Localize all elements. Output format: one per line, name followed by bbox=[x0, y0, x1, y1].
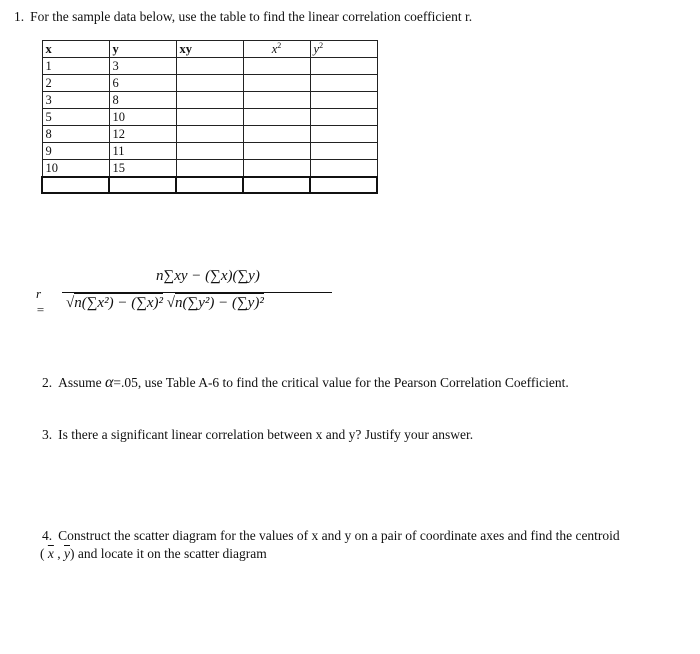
question-3 bbox=[42, 426, 473, 444]
question-1 bbox=[14, 8, 472, 26]
table-totals-row bbox=[42, 177, 377, 193]
table-row: 2 6 bbox=[42, 75, 377, 92]
centroid-open-paren: ( bbox=[40, 546, 45, 561]
table-row: 10 15 bbox=[42, 160, 377, 178]
question-4-number: 4. bbox=[42, 528, 53, 543]
question-1-text: For the sample data below, use the table to find the linear correlation coefficient r. bbox=[30, 9, 473, 24]
centroid-x-bar: $\overline{x}$ bbox=[47, 546, 54, 561]
question-3-text: Is there a significant linear correlation between x and y? Justify your answer. bbox=[58, 427, 474, 442]
header-x: x bbox=[42, 41, 109, 58]
table-row: 9 11 bbox=[42, 143, 377, 160]
formula-denominator: √n(∑x²) − (∑x)² √n(∑y²) − (∑y)² bbox=[66, 295, 264, 311]
data-table bbox=[41, 40, 378, 194]
question-3-number: 3. bbox=[42, 427, 53, 442]
question-2 bbox=[42, 374, 569, 392]
table-row: 5 10 bbox=[42, 109, 377, 126]
centroid-comma: , bbox=[57, 546, 61, 561]
question-4 bbox=[42, 527, 682, 563]
header-y: y bbox=[109, 41, 176, 58]
header-y-squared: $y^2$ bbox=[310, 41, 377, 58]
question-2-text-before: Assume bbox=[58, 375, 102, 390]
table-row: 3 8 bbox=[42, 92, 377, 109]
question-2-text-after: =.05, use Table A-6 to find the critical value for the Pearson Correlation Coefficient. bbox=[113, 375, 569, 390]
table-header-row bbox=[42, 41, 377, 58]
denominator-part-b: n(∑y²) − (∑y)² bbox=[175, 295, 264, 311]
table-row: 1 3 bbox=[42, 58, 377, 75]
question-2-number: 2. bbox=[42, 375, 53, 390]
denominator-part-a: n(∑x²) − (∑x)² bbox=[74, 295, 164, 311]
table-row: 8 12 bbox=[42, 126, 377, 143]
question-4-line2: ) and locate it on the scatter diagram bbox=[70, 546, 267, 561]
header-xy: xy bbox=[176, 41, 243, 58]
question-1-number: 1. bbox=[14, 9, 25, 24]
centroid-y-bar: $\overline{y}$ bbox=[64, 546, 70, 561]
alpha-symbol: α bbox=[105, 374, 114, 391]
header-x-squared: $x^2$ bbox=[243, 41, 310, 58]
question-4-line1: Construct the scatter diagram for the values of x and y on a pair of coordinate axes and find the centroid bbox=[58, 528, 620, 543]
formula-lhs: r = bbox=[36, 286, 45, 317]
formula-numerator: n∑xy − (∑x)(∑y) bbox=[156, 268, 260, 284]
